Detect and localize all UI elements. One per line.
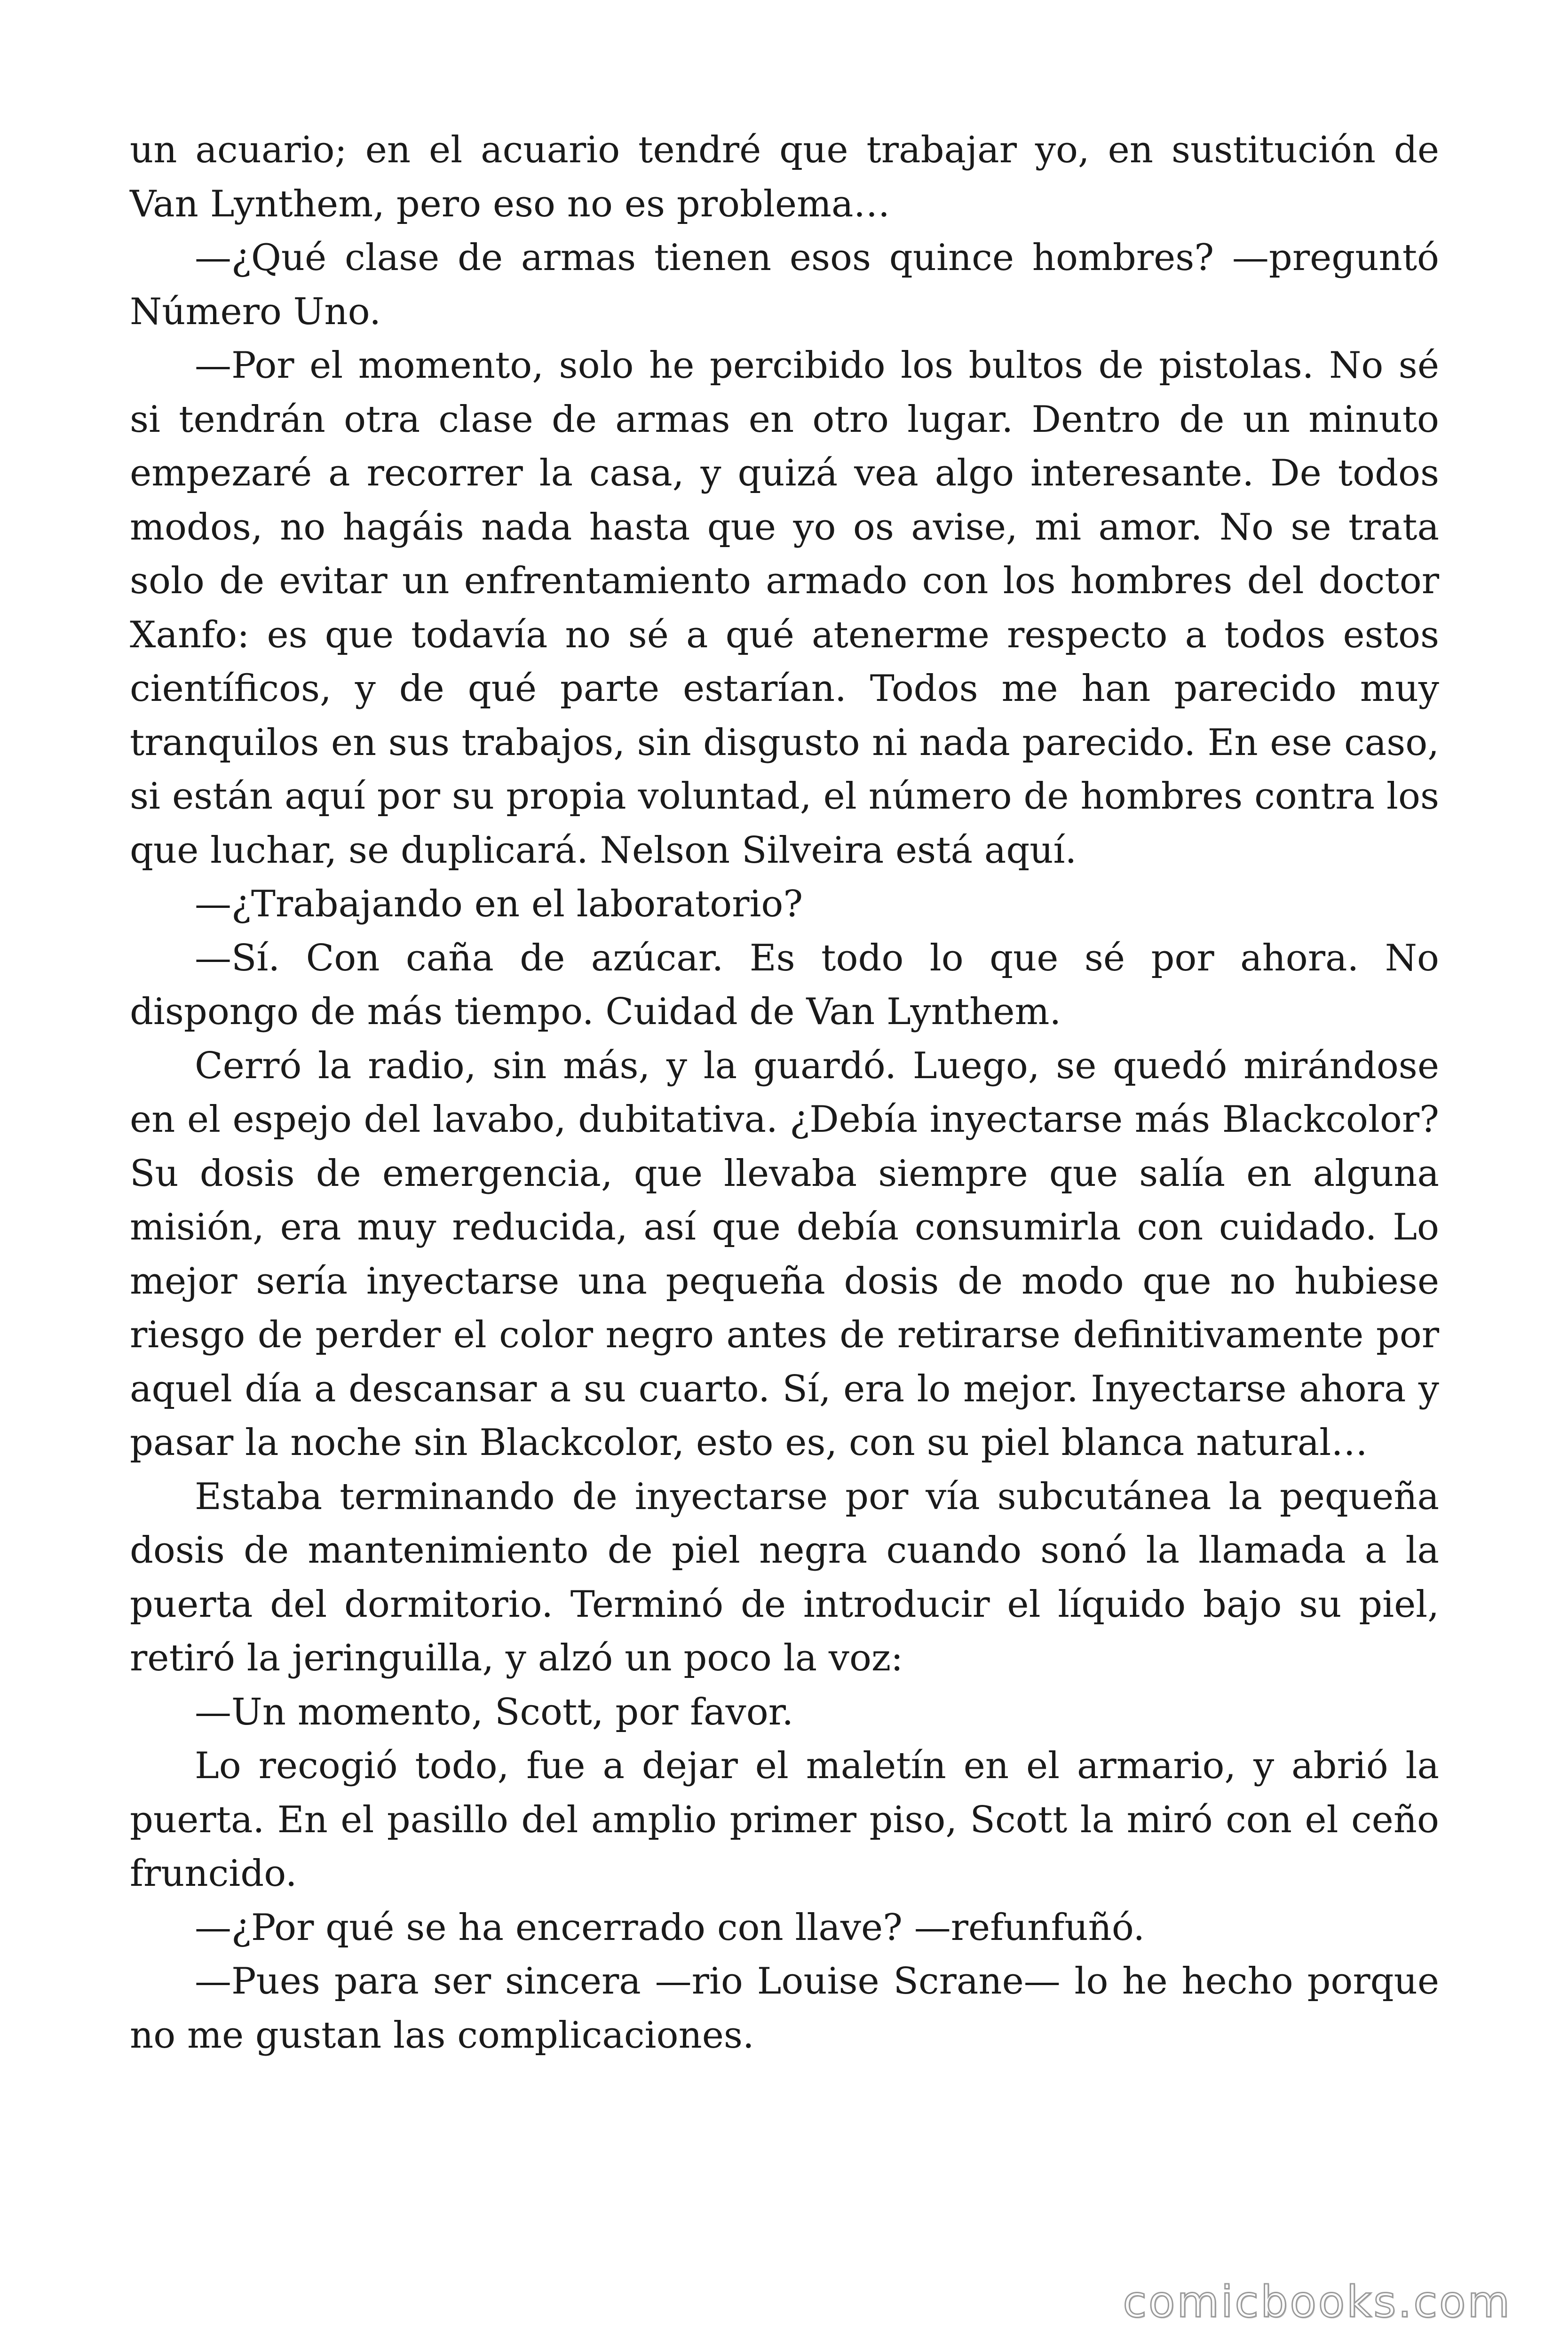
paragraph-2: —¿Qué clase de armas tienen esos quince hombres? —preguntó Número Uno.: [130, 237, 1439, 333]
paragraph-10: —¿Por qué se ha encerrado con llave? —refunfuñó.: [195, 1906, 1145, 1949]
paragraph-5: —Sí. Con caña de azúcar. Es todo lo que sé por ahora. No dispongo de más tiempo. Cuidad de Van Lynthem.: [130, 937, 1439, 1033]
paragraph-8: —Un momento, Scott, por favor.: [195, 1691, 794, 1733]
paragraph-7: Estaba terminando de inyectarse por vía subcutánea la pequeña dosis de mantenimiento de piel negra cuando sonó la llamada a la puerta del dormitorio. Terminó de introducir el líquido bajo su piel, retiró la jeringuilla, y alzó un poco la voz:: [130, 1475, 1439, 1679]
paragraph-4: —¿Trabajando en el laboratorio?: [195, 883, 803, 925]
paragraph-6: Cerró la radio, sin más, y la guardó. Luego, se quedó mirándose en el espejo del lavabo, dubitativa. ¿Debía inyectarse más Blackcolor? Su dosis de emergencia, que llevaba siempre que salía en alguna misión, era muy reducida, así que debía consumirla con cuidado. Lo mejor sería inyectarse una pequeña dosis de modo que no hubiese riesgo de perder el color negro antes de retirarse definitivamente por aquel día a descansar a su cuarto. Sí, era lo mejor. Inyectarse ahora y pasar la noche sin Blackcolor, esto es, con su piel blanca natural…: [130, 1044, 1439, 1464]
paragraph-9: Lo recogió todo, fue a dejar el maletín en el armario, y abrió la puerta. En el pasillo del amplio primer piso, Scott la miró con el ceño fruncido.: [130, 1745, 1439, 1895]
page-body: [130, 123, 1439, 2062]
paragraph-11: —Pues para ser sincera —rio Louise Scrane— lo he hecho porque no me gustan las complicaciones.: [130, 1960, 1439, 2057]
paragraph-1: un acuario; en el acuario tendré que trabajar yo, en sustitución de Van Lynthem, pero eso no es problema…: [130, 129, 1439, 225]
paragraph-3: —Por el momento, solo he percibido los bultos de pistolas. No sé si tendrán otra clase de armas en otro lugar. Dentro de un minuto empezaré a recorrer la casa, y quizá vea algo interesante. De todos modos, no hagáis nada hasta que yo os avise, mi amor. No se trata solo de evitar un enfrentamiento armado con los hombres del doctor Xanfo: es que todavía no sé a qué atenerme respecto a todos estos científicos, y de qué parte estarían. Todos me han parecido muy tranquilos en sus trabajos, sin disgusto ni nada parecido. En ese caso, si están aquí por su propia voluntad, el número de hombres contra los que luchar, se duplicará. Nelson Silveira está aquí.: [130, 344, 1439, 872]
watermark: comicbooks.com: [1123, 2277, 1512, 2327]
